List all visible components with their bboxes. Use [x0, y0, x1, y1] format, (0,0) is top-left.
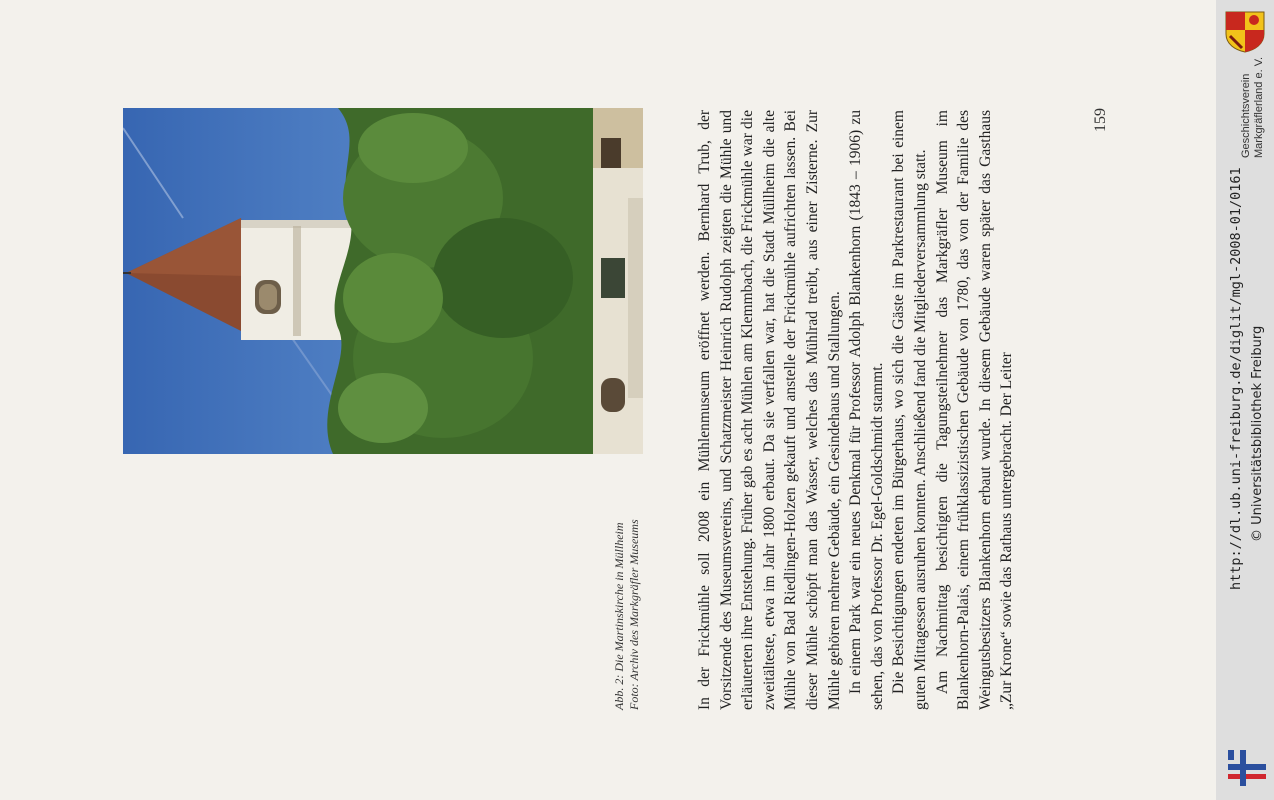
paragraph: In der Frickmühle soll 2008 ein Mühlenmuseum eröffnet werden. Bernhard Trub, der Vorsitzende des Museumsvereins, und Schatzmeister Heinrich Rudolph zeigten die Mühle und erläuterten ihre Entstehung. Früher gab es acht Mühlen am Klemmbach, die Frickmühle war die zweitälteste, etwa im Jahr 1800 erbaut. Da sie verfallen war, hat die Stadt Müllheim die alte Mühle von Bad Riedlingen-Holzen gekauft und anstelle der Frickmühle aufrichten lassen. Bei dieser Mühle schöpft man das Wasser, welches das Mühlrad treibt, aus einer Zisterne. Zur Mühle gehören mehrere Gebäude, ein Gesindehaus und Stallungen. [696, 110, 843, 710]
paragraph: Am Nachmittag besichtigten die Tagungsteilnehmer das Markgräfler Museum im Blankenhorn-Palais, einem frühklassizistischen Gebäude von 1780, das von der Familie des Weingutsbesitzers Blankenhorn erbaut wurde. In diesem Gebäude waren später das Gasthaus „Zur Krone“ sowie das Rathaus untergebracht. Der Leiter [933, 110, 1016, 710]
church-photo [123, 108, 643, 454]
photo-caption [612, 460, 642, 710]
paragraph: In einem Park war ein neues Denkmal für Professor Adolph Blankenhorn (1843 – 1906) zu sehen, das von Professor Dr. Egel-Goldschmidt stammt. [847, 110, 886, 710]
copyright-notice: © Universitätsbibliothek Freiburg [1250, 325, 1265, 542]
paragraph: Die Besichtigungen endeten im Bürgerhaus, wo sich die Gäste im Parkrestaurant bei einem guten Mittagessen ausruhen konnten. Anschließend fand die Mitgliederversammlung statt. [890, 110, 929, 710]
article-body [694, 110, 1018, 710]
page-number: 159 [1092, 108, 1109, 132]
source-url-link[interactable]: http://dl.ub.uni-freiburg.de/diglit/mgl-2008-01/0161 [1228, 167, 1244, 590]
coat-of-arms-icon [1222, 8, 1268, 54]
society-name-line-2: Markgräflerland e. V. [1253, 56, 1265, 158]
church-photo-drawing [123, 108, 643, 454]
university-library-logo-icon [1226, 748, 1268, 788]
society-name-line-1: Geschichtsverein [1240, 73, 1252, 158]
caption-line-1: Abb. 2: Die Martinskirche in Müllheim [612, 522, 626, 710]
caption-line-2: Foto: Archiv des Markgräfler Museums [627, 519, 641, 710]
